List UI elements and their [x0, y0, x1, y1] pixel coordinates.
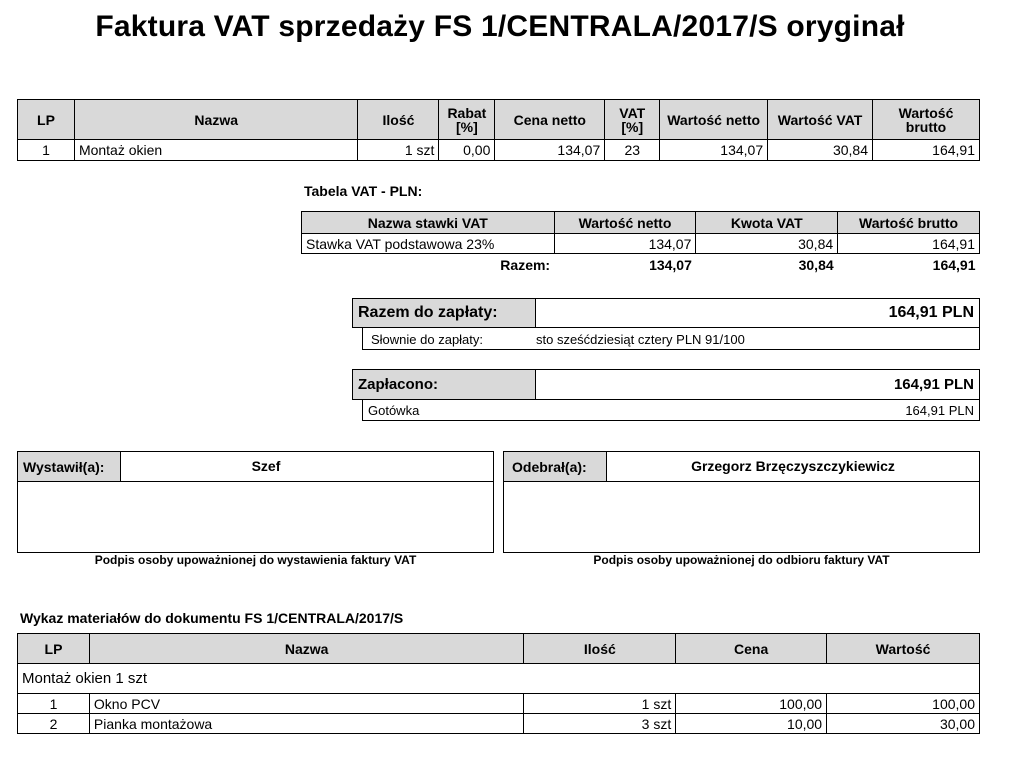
cell-wartosc-vat: 30,84 — [768, 140, 873, 161]
mat-header-lp: LP — [18, 634, 90, 664]
mat-header-cena: Cena — [676, 634, 827, 664]
cell-ilosc: 1 szt — [358, 140, 439, 161]
paid-method-box — [362, 399, 980, 421]
receiver-signature-box — [503, 451, 980, 553]
vat-total-netto: 134,07 — [649, 256, 692, 273]
cell-wartosc-netto: 134,07 — [660, 140, 768, 161]
paid-method-value: 164,91 PLN — [905, 403, 974, 418]
vat-table — [301, 211, 980, 276]
vat-header-brutto: Wartość brutto — [838, 212, 980, 234]
vat-total-kwota: 30,84 — [798, 256, 834, 273]
vat-total-label: Razem: — [500, 256, 551, 273]
cell-nazwa: Montaż okien — [74, 140, 358, 161]
to-pay-words-box — [362, 327, 980, 350]
col-header-rabat — [439, 100, 495, 140]
issuer-label-cell — [18, 452, 121, 482]
paid-method: Gotówka — [368, 403, 420, 418]
to-pay-label: Razem do zapłaty: — [358, 304, 498, 321]
mat-cell-cena: 100,00 — [676, 694, 827, 714]
col-header-lp: LP — [18, 100, 75, 140]
mat-cell-lp: 1 — [18, 694, 90, 714]
col-header-wartosc-brutto — [873, 100, 980, 140]
vat-total-brutto: 164,91 — [932, 256, 976, 273]
receiver-caption: Podpis osoby upoważnionej do odbioru faktury VAT — [593, 553, 890, 567]
receiver-name: Grzegorz Brzęczyszczykiewicz — [691, 458, 895, 474]
issuer-name-cell — [121, 452, 493, 482]
vat-cell-brutto: 164,91 — [838, 234, 980, 254]
paid-value: 164,91 PLN — [893, 376, 974, 393]
items-table — [17, 99, 980, 161]
vat-cell-netto: 134,07 — [554, 234, 696, 254]
cell-lp: 1 — [18, 140, 75, 161]
receiver-label: Odebrał(a): — [512, 459, 587, 475]
materials-group-row — [18, 664, 980, 694]
issuer-signature-box — [17, 451, 494, 553]
mat-cell-ilosc: 3 szt — [524, 714, 676, 734]
mat-cell-lp: 2 — [18, 714, 90, 734]
materials-group: Montaż okien 1 szt — [18, 664, 980, 694]
rabat-line-1: Rabat — [447, 104, 487, 121]
table-row — [302, 234, 980, 254]
mat-header-ilosc: Ilość — [524, 634, 676, 664]
rabat-line-2: [%] — [456, 118, 478, 135]
brutto-line-2: brutto — [905, 118, 947, 135]
vat-header-netto: Wartość netto — [554, 212, 696, 234]
materials-table — [17, 633, 980, 734]
mat-cell-wartosc: 100,00 — [827, 694, 980, 714]
vat-line-1: VAT — [619, 104, 646, 121]
to-pay-words-label: Słownie do zapłaty: — [371, 332, 484, 347]
cell-vat: 23 — [605, 140, 660, 161]
brutto-line-1: Wartość — [898, 104, 954, 121]
mat-header-nazwa: Nazwa — [89, 634, 523, 664]
vat-cell-kwota: 30,84 — [696, 234, 838, 254]
vat-line-2: [%] — [621, 118, 644, 135]
vat-total-row — [302, 254, 980, 276]
col-header-nazwa: Nazwa — [74, 100, 358, 140]
receiver-name-cell — [607, 452, 979, 482]
col-header-cena-netto: Cena netto — [495, 100, 605, 140]
table-row — [18, 140, 980, 161]
col-header-ilosc: Ilość — [358, 100, 439, 140]
issuer-caption: Podpis osoby upoważnionej do wystawienia faktury VAT — [94, 553, 417, 567]
col-header-vat — [605, 100, 660, 140]
vat-cell-nazwa: Stawka VAT podstawowa 23% — [302, 234, 555, 254]
vat-table-label: Tabela VAT - PLN: — [304, 183, 423, 199]
mat-cell-ilosc: 1 szt — [524, 694, 676, 714]
cell-cena-netto: 134,07 — [495, 140, 605, 161]
mat-cell-wartosc: 30,00 — [827, 714, 980, 734]
issuer-label: Wystawił(a): — [23, 459, 105, 475]
cell-wartosc-brutto: 164,91 — [873, 140, 980, 161]
to-pay-box — [352, 298, 980, 328]
table-row — [18, 694, 980, 714]
to-pay-label-cell — [353, 299, 536, 327]
paid-label-cell — [353, 370, 536, 399]
paid-box — [352, 369, 980, 400]
mat-cell-cena: 10,00 — [676, 714, 827, 734]
col-header-wartosc-vat: Wartość VAT — [768, 100, 873, 140]
receiver-label-cell — [504, 452, 607, 482]
invoice-title: Faktura VAT sprzedaży FS 1/CENTRALA/2017/S oryginał — [95, 10, 905, 43]
paid-label: Zapłacono: — [358, 376, 439, 393]
issuer-name: Szef — [251, 458, 281, 474]
to-pay-value: 164,91 PLN — [888, 304, 974, 321]
vat-header-nazwa: Nazwa stawki VAT — [302, 212, 555, 234]
mat-header-wartosc: Wartość — [827, 634, 980, 664]
materials-title: Wykaz materiałów do dokumentu FS 1/CENTRALA/2017/S — [20, 610, 404, 626]
table-row — [18, 714, 980, 734]
mat-cell-nazwa: Okno PCV — [89, 694, 523, 714]
mat-cell-nazwa: Pianka montażowa — [89, 714, 523, 734]
col-header-wartosc-netto: Wartość netto — [660, 100, 768, 140]
to-pay-words-value: sto sześćdziesiąt cztery PLN 91/100 — [536, 332, 745, 347]
cell-rabat: 0,00 — [439, 140, 495, 161]
vat-header-kwota: Kwota VAT — [696, 212, 838, 234]
